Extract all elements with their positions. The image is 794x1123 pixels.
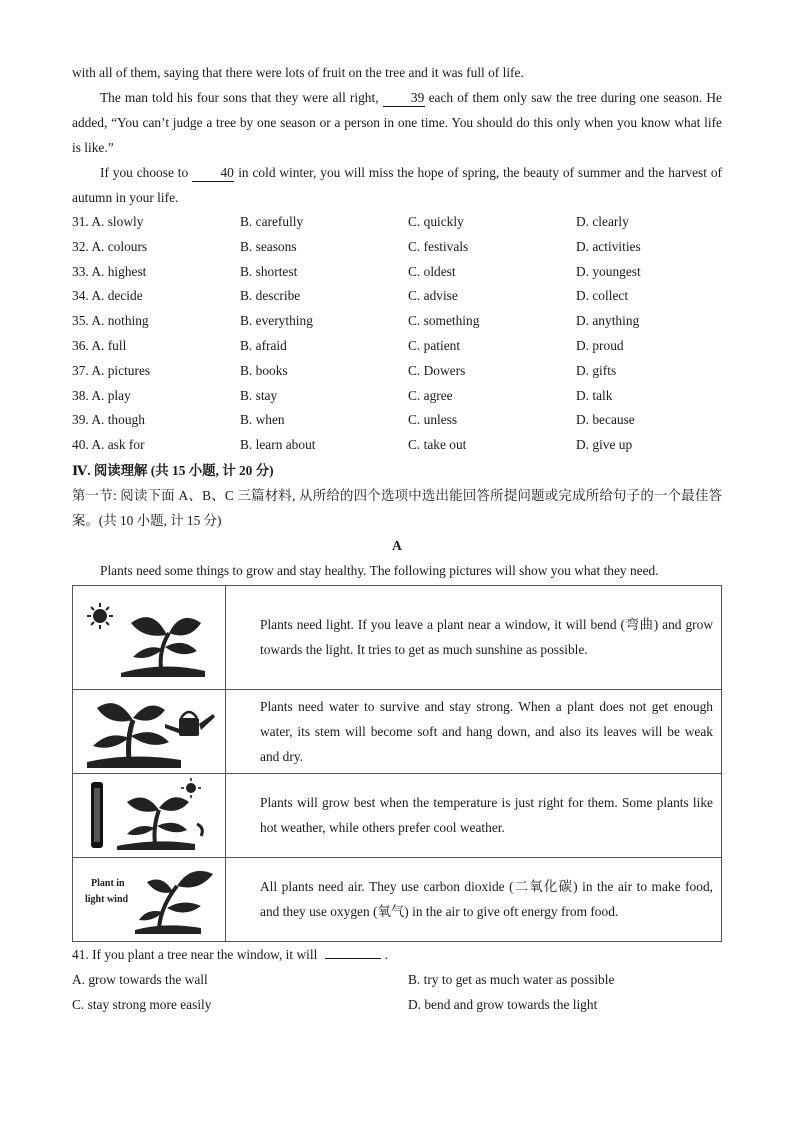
plant-temperature-image (73, 773, 226, 857)
plant-water-image (73, 689, 226, 773)
option-row: 37. A. pictures B. books C. Dowers D. gifts (72, 362, 617, 378)
option-row: 31. A. slowly B. carefully C. quickly D. clearly (72, 214, 629, 229)
section-title: Ⅳ. 阅读理解 (共 15 小题, 计 20 分) (72, 462, 274, 478)
pic-label-1: Plant in (91, 878, 125, 890)
options-list (72, 210, 722, 458)
option-row: 40. A. ask for B. learn about C. take out D. give up (72, 437, 633, 453)
table-row (73, 689, 722, 773)
passage-line: with all of them, saying that there were lots of fruit on the tree and it was full of life. (72, 65, 524, 80)
section-instructions: 第一节: 阅读下面 A、B、C 三篇材料, 从所给的四个选项中选出能回答所提问题或完成所给句子的一个最佳答案。(共 10 小题, 计 15 分) (72, 487, 722, 528)
table-row (73, 773, 722, 857)
exam-page (72, 60, 722, 1017)
passage-paragraph-3: If you choose to 40 in cold winter, you will miss the hope of spring, the beauty of summer and the harvest of autumn in your life. (72, 165, 722, 205)
plant-water-text: Plants need water to survive and stay strong. When a plant does not get enough water, its stem will become soft and hang down, and also its leaves will be weak and dry. (226, 689, 722, 773)
sun-icon (87, 603, 113, 629)
plant-icon (121, 618, 205, 678)
plants-table (72, 585, 722, 942)
passage-heading: A (392, 537, 402, 553)
option-row: 36. A. full B. afraid C. patient D. proud (72, 337, 624, 353)
table-row (73, 857, 722, 941)
plant-icon (117, 798, 202, 851)
plant-air-text: All plants need air. They use carbon dioxide (二氧化碳) in the air to make food, and they use oxygen (氧气) in the air to give oft energy from food. (226, 857, 722, 941)
passage-intro: Plants need some things to grow and stay healthy. The following pictures will show you what they need. (100, 562, 659, 578)
plant-temperature-text: Plants will grow best when the temperature is just right for them. Some plants like hot weather, while others prefer cool weather. (226, 773, 722, 857)
watering-can-icon (165, 712, 215, 736)
blank-40: 40 (192, 164, 234, 182)
q41-options-row: C. stay strong more easily D. bend and grow towards the light (72, 996, 598, 1012)
table-row (73, 585, 722, 689)
plant-icon (87, 704, 181, 769)
q41-options-row: A. grow towards the wall B. try to get as much water as possible (72, 971, 615, 987)
question-41: 41. If you plant a tree near the window, it will . (72, 946, 389, 962)
plant-light-image (73, 585, 226, 689)
sun-icon (181, 778, 201, 798)
blank-41 (325, 958, 381, 959)
pic-label-2: light wind (85, 894, 129, 906)
option-row: 35. A. nothing B. everything C. something D. anything (72, 313, 640, 329)
plant-light-text: Plants need light. If you leave a plant near a window, it will bend (弯曲) and grow towards the light. It tries to get as much sunshine as possible. (226, 585, 722, 689)
option-row: 38. A. play B. stay C. agree D. talk (72, 387, 613, 403)
blank-39: 39 (383, 89, 425, 107)
option-row: 33. A. highest B. shortest C. oldest D. youngest (72, 263, 641, 279)
option-row: 39. A. though B. when C. unless D. because (72, 412, 635, 428)
option-row: 34. A. decide B. describe C. advise D. collect (72, 288, 629, 304)
option-row: 32. A. colours B. seasons C. festivals D. activities (72, 238, 641, 254)
plant-air-image (73, 857, 226, 941)
thermometer-icon (91, 782, 103, 848)
plant-icon (135, 871, 213, 934)
passage-paragraph-2: The man told his four sons that they were all right, 39 each of them only saw the tree during one season. He added, “You can’t judge a tree by one season or a person in one time. You should do this only when you know what life is like.” (72, 90, 722, 155)
